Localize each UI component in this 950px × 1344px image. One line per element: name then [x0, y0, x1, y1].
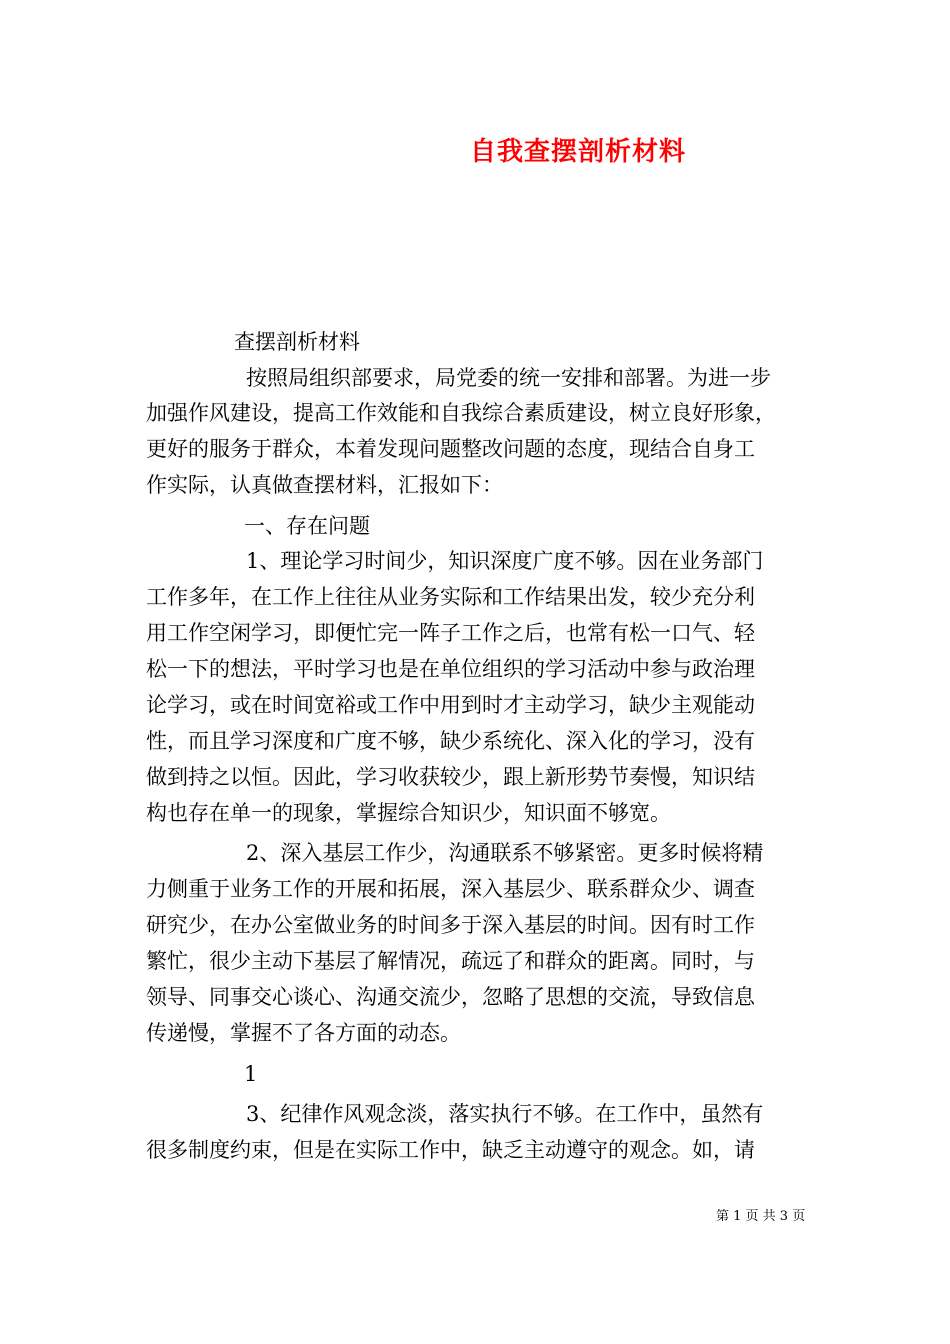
body-line: 力侧重于业务工作的开展和拓展，深入基层少、联系群众少、调查 — [146, 877, 755, 901]
body-line: 2、深入基层工作少，沟通联系不够紧密。更多时候将精 — [246, 841, 764, 865]
body-line: 构也存在单一的现象，掌握综合知识少，知识面不够宽。 — [146, 801, 671, 825]
body-line: 用工作空闲学习，即便忙完一阵子工作之后，也常有松一口气、轻 — [146, 621, 755, 645]
body-line: 3、纪律作风观念淡，落实执行不够。在工作中，虽然有 — [246, 1102, 764, 1126]
subtitle-line: 查摆剖析材料 — [234, 330, 360, 354]
body-line: 作实际，认真做查摆材料，汇报如下： — [146, 473, 503, 497]
body-line: 按照局组织部要求，局党委的统一安排和部署。为进一步 — [246, 366, 771, 390]
page-footer: 第 1 页 共 3 页 — [716, 1209, 806, 1224]
body-line: 1、理论学习时间少，知识深度广度不够。因在业务部门 — [246, 549, 764, 573]
section-heading: 一、存在问题 — [244, 514, 370, 538]
page-marker: 1 — [244, 1062, 258, 1086]
body-line: 领导、同事交心谈心、沟通交流少，忽略了思想的交流，导致信息 — [146, 985, 755, 1009]
body-line: 性，而且学习深度和广度不够，缺少系统化、深入化的学习，没有 — [146, 729, 755, 753]
body-line: 传递慢，掌握不了各方面的动态。 — [146, 1021, 461, 1045]
body-line: 很多制度约束，但是在实际工作中，缺乏主动遵守的观念。如，请 — [146, 1138, 755, 1162]
body-line: 更好的服务于群众，本着发现问题整改问题的态度，现结合自身工 — [146, 437, 755, 461]
document-title: 自我查摆剖析材料 — [470, 137, 687, 167]
body-line: 论学习，或在时间宽裕或工作中用到时才主动学习，缺少主观能动 — [146, 693, 755, 717]
body-line: 松一下的想法，平时学习也是在单位组织的学习活动中参与政治理 — [146, 657, 755, 681]
body-line: 研究少，在办公室做业务的时间多于深入基层的时间。因有时工作 — [146, 913, 755, 937]
body-line: 加强作风建设，提高工作效能和自我综合素质建设，树立良好形象， — [146, 401, 776, 425]
body-line: 做到持之以恒。因此，学习收获较少，跟上新形势节奏慢，知识结 — [146, 765, 755, 789]
body-line: 繁忙，很少主动下基层了解情况，疏远了和群众的距离。同时，与 — [146, 949, 755, 973]
body-line: 工作多年，在工作上往往从业务实际和工作结果出发，较少充分利 — [146, 585, 755, 609]
